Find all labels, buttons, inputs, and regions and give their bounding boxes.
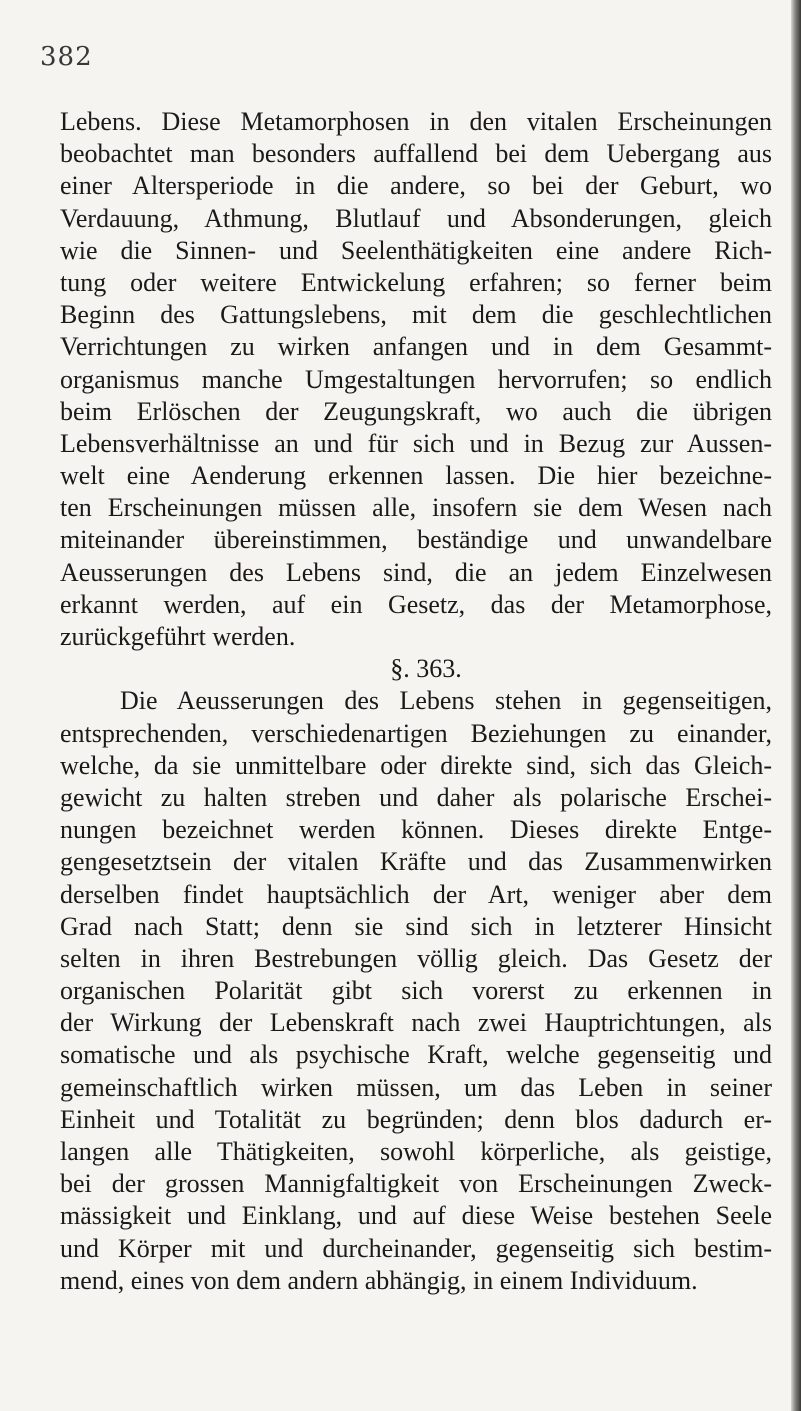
page-edge-shadow [791,0,801,1411]
text-line: gengesetztsein der vitalen Kräfte und das Zusammenwirken [60,847,772,877]
text-line: bei der grossen Mannigfaltigkeit von Erscheinungen Zweck- [60,1169,772,1199]
text-line: miteinander übereinstimmen, beständige und unwandelbare [60,525,772,555]
text-line: selten in ihren Bestrebungen völlig gleich. Das Gesetz der [60,943,772,973]
text-line: und Körper mit und durcheinander, gegenseitig sich bestim- [60,1233,772,1263]
text-line: nungen bezeichnet werden können. Dieses direkte Entge- [60,815,772,845]
text-line: Beginn des Gattungslebens, mit dem die geschlechtlichen [60,300,772,330]
text-line: ten Erscheinungen müssen alle, insofern sie dem Wesen nach [60,493,772,523]
page-number: 382 [40,42,93,72]
text-line: Verdauung, Athmung, Blutlauf und Absonderungen, gleich [60,203,772,233]
text-line: mend, eines von dem andern abhängig, in einem Individuum. [60,1265,698,1295]
text-line: Lebensverhältnisse an und für sich und in Bezug zur Aussen- [60,428,772,458]
text-line: Lebens. Diese Metamorphosen in den vitalen Erscheinungen [60,107,772,136]
text-line: einer Altersperiode in die andere, so bei der Geburt, wo [60,171,772,201]
text-line: Einheit und Totalität zu begründen; denn blos dadurch er- [60,1104,772,1134]
text-line: wie die Sinnen- und Seelenthätigkeiten eine andere Rich- [60,235,772,265]
text-line: mässigkeit und Einklang, und auf diese Weise bestehen Seele [60,1201,772,1231]
text-line: welche, da sie unmittelbare oder direkte sind, sich das Gleich- [60,750,772,780]
section-heading: §. 363. [390,654,462,684]
text-line: zurückgeführt werden. [60,622,296,651]
text-line: Verrichtungen zu wirken anfangen und in dem Gesammt- [60,332,772,362]
text-line: gemeinschaftlich wirken müssen, um das Leben in seiner [60,1072,772,1102]
text-line: organismus manche Umgestaltungen hervorrufen; so endlich [60,364,772,394]
text-line: Grad nach Statt; denn sie sind sich in letzterer Hinsicht [60,911,772,941]
text-line: somatische und als psychische Kraft, welche gegenseitig und [60,1040,772,1070]
text-line: welt eine Aenderung erkennen lassen. Die hier bezeichne- [60,461,772,491]
body-text [60,106,772,1297]
text-line: entsprechenden, verschiedenartigen Beziehungen zu einander, [60,718,772,748]
text-line: Aeusserungen des Lebens sind, die an jedem Einzelwesen [60,557,772,587]
text-line: organischen Polarität gibt sich vorerst zu erkennen in [60,976,772,1006]
text-line: gewicht zu halten streben und daher als polarische Erschei- [60,782,772,812]
text-line: erkannt werden, auf ein Gesetz, das der Metamorphose, [60,589,772,619]
text-line: der Wirkung der Lebenskraft nach zwei Hauptrichtungen, als [60,1008,772,1038]
text-line: langen alle Thätigkeiten, sowohl körperliche, als geistige, [60,1137,772,1166]
text-line: beobachtet man besonders auffallend bei dem Uebergang aus [60,139,772,169]
text-line: Die Aeusserungen des Lebens stehen in gegenseitigen, [120,686,772,716]
text-line: beim Erlöschen der Zeugungskraft, wo auch die übrigen [60,396,772,426]
text-line: derselben findet hauptsächlich der Art, weniger aber dem [60,879,772,909]
text-line: tung oder weitere Entwickelung erfahren; so ferner beim [60,267,772,297]
